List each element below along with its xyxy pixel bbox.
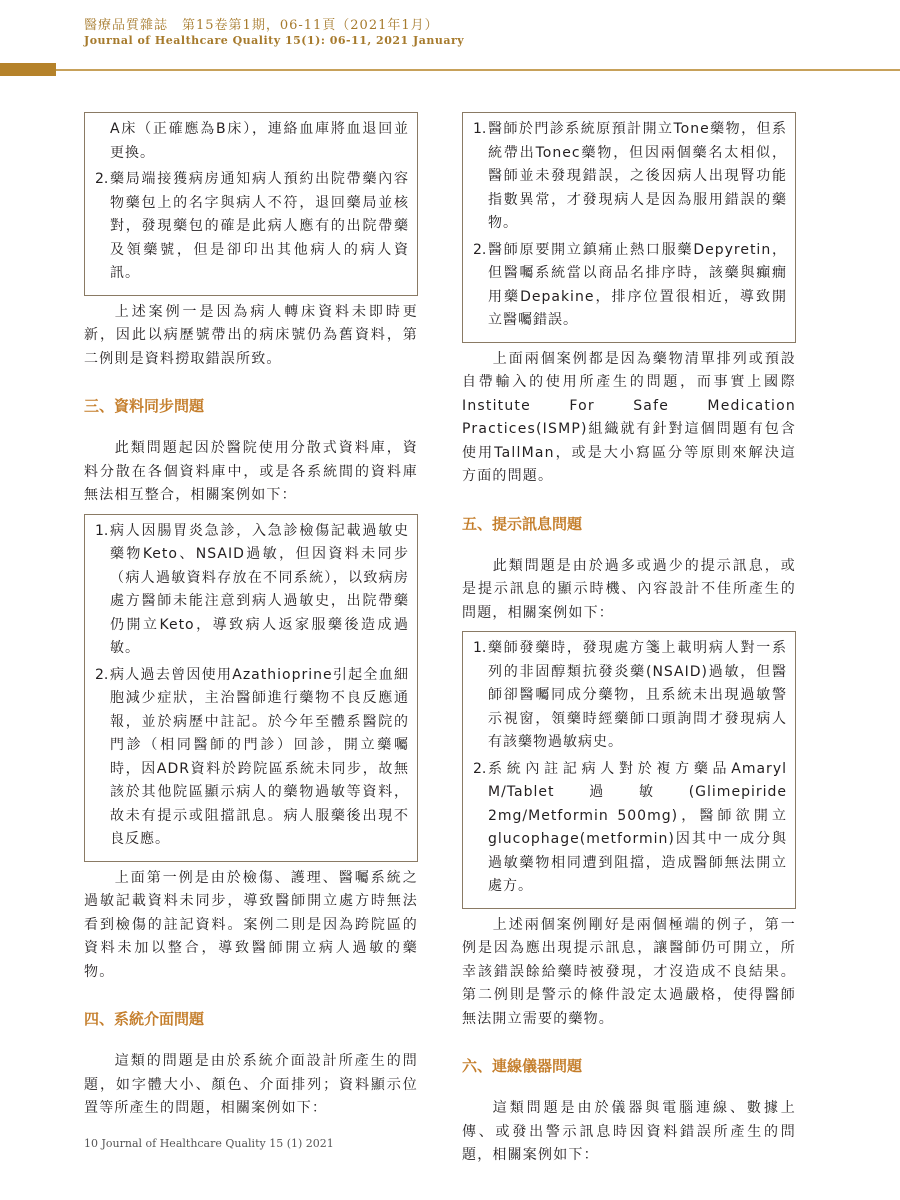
case-item-number: 2. [473,760,487,777]
case-item-text: 系統內註記病人對於複方藥品Amaryl M/Tablet過敏(Glimepiride 2mg/Metformin 500mg)，醫師欲開立glucophage(metformin)因其中一成分與過敏藥物相同遭到阻擋，造成醫師無法開立處方。 [488,760,787,894]
case-item-text: 病人過去曾因使用Azathioprine引起全血細胞減少症狀，主治醫師進行藥物不良反應通報，並於病歷中註記。於今年至體系醫院的門診（相同醫師的門診）回診，開立藥囑時，因ADR資料於跨院區系統未同步，故無該於其他院區顯示病人的藥物過敏等資料，故未有提示或阻擋訊息。病人服藥後出現不良反應。 [110,666,409,847]
journal-subtitle: Journal of Healthcare Quality 15(1): 06-11, 2021 January [84,34,465,47]
section-heading-data-sync: 三、資料同步問題 [84,397,205,415]
right-column [462,112,796,1168]
case-item-number: 1. [473,640,487,656]
case-box-4 [462,631,796,909]
section-heading-alerts: 五、提示訊息問題 [462,514,583,533]
body-paragraph: 上面兩個案例都是因為藥物清單排列或預設自帶輸入的使用所產生的問題，而事實上國際Institute For Safe Medication Practices(ISMP)組織就有針對這個問題有包含使用TallMan，或是大小寫區分等原則來解決這方面的問題。 [462,350,796,484]
case-item [473,118,787,236]
case-item-number: 1. [473,121,487,137]
journal-title: 醫療品質雜誌 第15卷第1期，06-11頁（2021年1月） [84,18,439,33]
body-paragraph: 這類的問題是由於系統介面設計所產生的問題，如字體大小、顏色、介面排列；資料顯示位置等所產生的問題，相關案例如下： [84,1053,418,1116]
section-heading-interface: 四、系統介面問題 [84,1010,205,1028]
case-box-1 [84,112,418,296]
case-item-text: 病人因腸胃炎急診，入急診檢傷記載過敏史藥物Keto、NSAID過敏，但因資料未同步（病人過敏資料存放在不同系統），以致病房處方醫師未能注意到病人過敏史，出院帶藥仍開立Keto，導致病人返家服藥後造成過敏。 [110,522,409,656]
case-item [473,637,787,755]
case-item [95,664,409,852]
case-item [95,168,409,286]
case-item-text: 藥局端接獲病房通知病人預約出院帶藥內容物藥包上的名字與病人不符，退回藥局並核對，發現藥包的確是此病人應有的出院帶藥及領藥號，但是卻印出其他病人的病人資訊。 [110,171,409,281]
case-item [473,239,787,333]
page-footer: 10 Journal of Healthcare Quality 15 (1) 2021 [84,1137,334,1150]
case-box-3 [462,112,796,343]
case-item-text: A床（正確應為B床），連絡血庫將血退回並更換。 [110,121,409,161]
body-paragraph: 此類問題是由於過多或過少的提示訊息，或是提示訊息的顯示時機、內容設計不佳所產生的問題，相關案例如下： [462,557,796,621]
case-item [473,758,787,899]
case-item-text: 醫師於門診系統原預計開立Tone藥物，但系統帶出Tonec藥物，但因兩個藥名太相似，醫師並未發現錯誤，之後因病人出現腎功能指數異常，才發現病人是因為服用錯誤的藥物。 [488,121,787,231]
case-item-number: 2. [95,171,109,187]
section-heading-devices: 六、連線儀器問題 [462,1057,583,1075]
left-column [84,112,418,1121]
case-item-number: 2. [473,241,487,258]
body-paragraph: 此類問題起因於醫院使用分散式資料庫，資料分散在各個資料庫中，或是各系統間的資料庫無法相互整合，相關案例如下： [84,440,418,503]
case-item-number: 2. [95,666,109,683]
case-item [95,118,409,165]
body-paragraph: 上述案例一是因為病人轉床資料未即時更新，因此以病歷號帶出的病床號仍為舊資料，第二例則是資料撈取錯誤所致。 [84,303,418,367]
case-box-2 [84,514,418,862]
case-item-text: 藥師發藥時，發現處方箋上載明病人對一系列的非固醇類抗發炎藥(NSAID)過敏，但醫師卻醫囑同成分藥物，且系統未出現過敏警示視窗，領藥時經藥師口頭詢問才發現病人有該藥物過敏病史。 [488,640,787,750]
body-paragraph: 這類問題是由於儀器與電腦連線、數據上傳、或發出警示訊息時因資料錯誤所產生的問題，相關案例如下： [462,1100,796,1163]
header-rule [56,69,900,71]
body-paragraph: 上述兩個案例剛好是兩個極端的例子，第一例是因為應出現提示訊息，讓醫師仍可開立，所幸該錯誤餘給藥時被發現，才沒造成不良結果。第二例則是警示的條件設定太過嚴格，使得醫師無法開立需要的藥物。 [462,916,796,1027]
case-item-number: 1. [95,522,109,539]
body-paragraph: 上面第一例是由於檢傷、護理、醫囑系統之過敏記載資料未同步，導致醫師開立處方時無法看到檢傷的註記資料。案例二則是因為跨院區的資料未加以整合，導致醫師開立病人過敏的藥物。 [84,869,418,980]
case-item [95,520,409,661]
case-item-text: 醫師原要開立鎮痛止熱口服藥Depyretin，但醫囑系統當以商品名排序時，該藥與癲癇用藥Depakine，排序位置很相近，導致開立醫囑錯誤。 [488,241,787,328]
header-accent-bar [0,63,56,76]
